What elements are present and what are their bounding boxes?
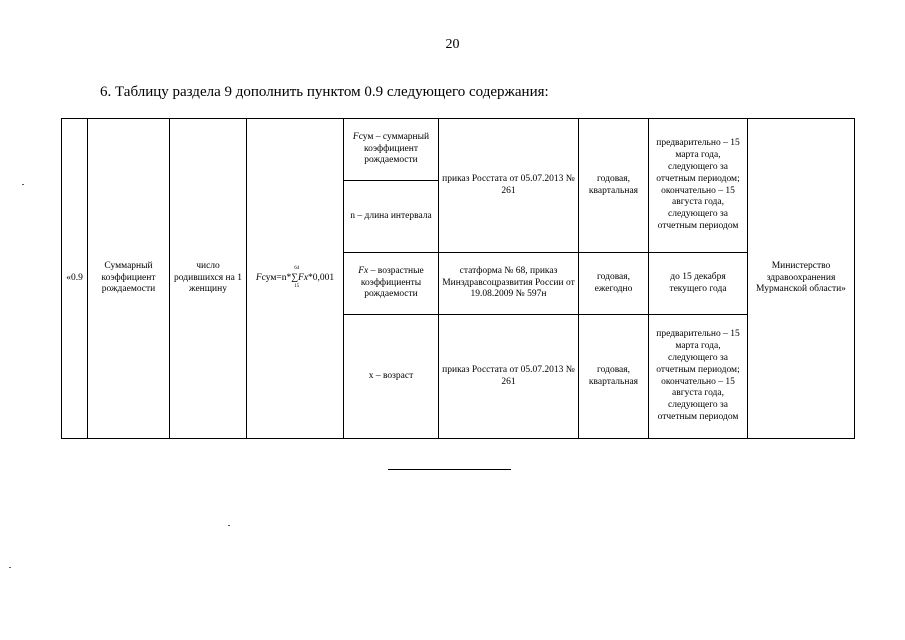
variable-symbol: Fx [358, 265, 369, 276]
authority-cell [748, 119, 855, 439]
data-source: приказ Росстата от 05.07.2013 № 261 [442, 364, 575, 387]
indicator-name: Суммарный коэффициент рождаемости [101, 260, 156, 295]
variable-definition-cell [344, 119, 439, 181]
variable-definition: – возрастные коэффициенты рождаемости [360, 265, 424, 300]
scan-speck [22, 184, 24, 185]
unit-cell [170, 119, 247, 439]
variable-definition: x – возраст [368, 370, 414, 381]
formula-symbol-fx: Fx [298, 272, 309, 283]
section-heading: 6. Таблицу раздела 9 дополнить пунктом 0.9 следующего содержания: [100, 84, 549, 100]
periodicity-cell [579, 253, 649, 315]
deadline-cell [649, 315, 748, 439]
formula-symbol-f: F [255, 272, 262, 283]
page-number: 20 [445, 37, 460, 52]
formula-prefix: сум=n* [261, 272, 292, 283]
source-cell [439, 119, 579, 253]
source-cell [439, 253, 579, 315]
deadline-cell [649, 253, 748, 315]
variable-definition-cell [344, 253, 439, 315]
variable-definition: n – длина интервала [350, 210, 432, 221]
scan-speck [9, 567, 11, 568]
variable-symbol: F [352, 131, 359, 142]
footer-divider [388, 469, 511, 470]
responsible-authority: Министерство здравоохранения Мурманской области» [756, 260, 846, 295]
unit-of-measure: число родившихся на 1 женщину [174, 260, 242, 295]
deadline: предварительно – 15 марта года, следующего за отчетным периодом; окончательно – 15 августа года, следующего за отчетным периодом [656, 329, 740, 423]
formula-cell [247, 119, 344, 439]
sum-sign-icon: ∑ 64 15 [291, 265, 300, 290]
deadline: до 15 декабря текущего года [669, 271, 727, 294]
formula-suffix: *0,001 [308, 272, 335, 283]
scan-speck [228, 525, 230, 526]
variable-definition: сум – суммарный коэффициент рождаемости [358, 131, 430, 166]
data-source: приказ Росстата от 05.07.2013 № 261 [442, 173, 575, 196]
indicator-table [61, 118, 855, 439]
variable-definition-cell [344, 315, 439, 439]
deadline-cell [649, 119, 748, 253]
variable-definition-cell [344, 181, 439, 253]
data-source: статформа № 68, приказ Минздравсоцразвития России от 19.08.2009 № 597н [442, 265, 575, 300]
item-code-cell [62, 119, 88, 439]
formula [255, 265, 335, 290]
periodicity: годовая, ежегодно [594, 271, 633, 294]
periodicity-cell [579, 119, 649, 253]
item-code: «0.9 [66, 272, 83, 283]
periodicity: годовая, квартальная [588, 173, 639, 196]
indicator-name-cell [88, 119, 170, 439]
periodicity-cell [579, 315, 649, 439]
sum-lower-limit: 15 [294, 284, 300, 290]
source-cell [439, 315, 579, 439]
deadline: предварительно – 15 марта года, следующего за отчетным периодом; окончательно – 15 августа года, следующего за отчетным периодом [656, 138, 740, 232]
periodicity: годовая, квартальная [588, 364, 639, 387]
sum-upper-limit: 64 [294, 265, 300, 271]
